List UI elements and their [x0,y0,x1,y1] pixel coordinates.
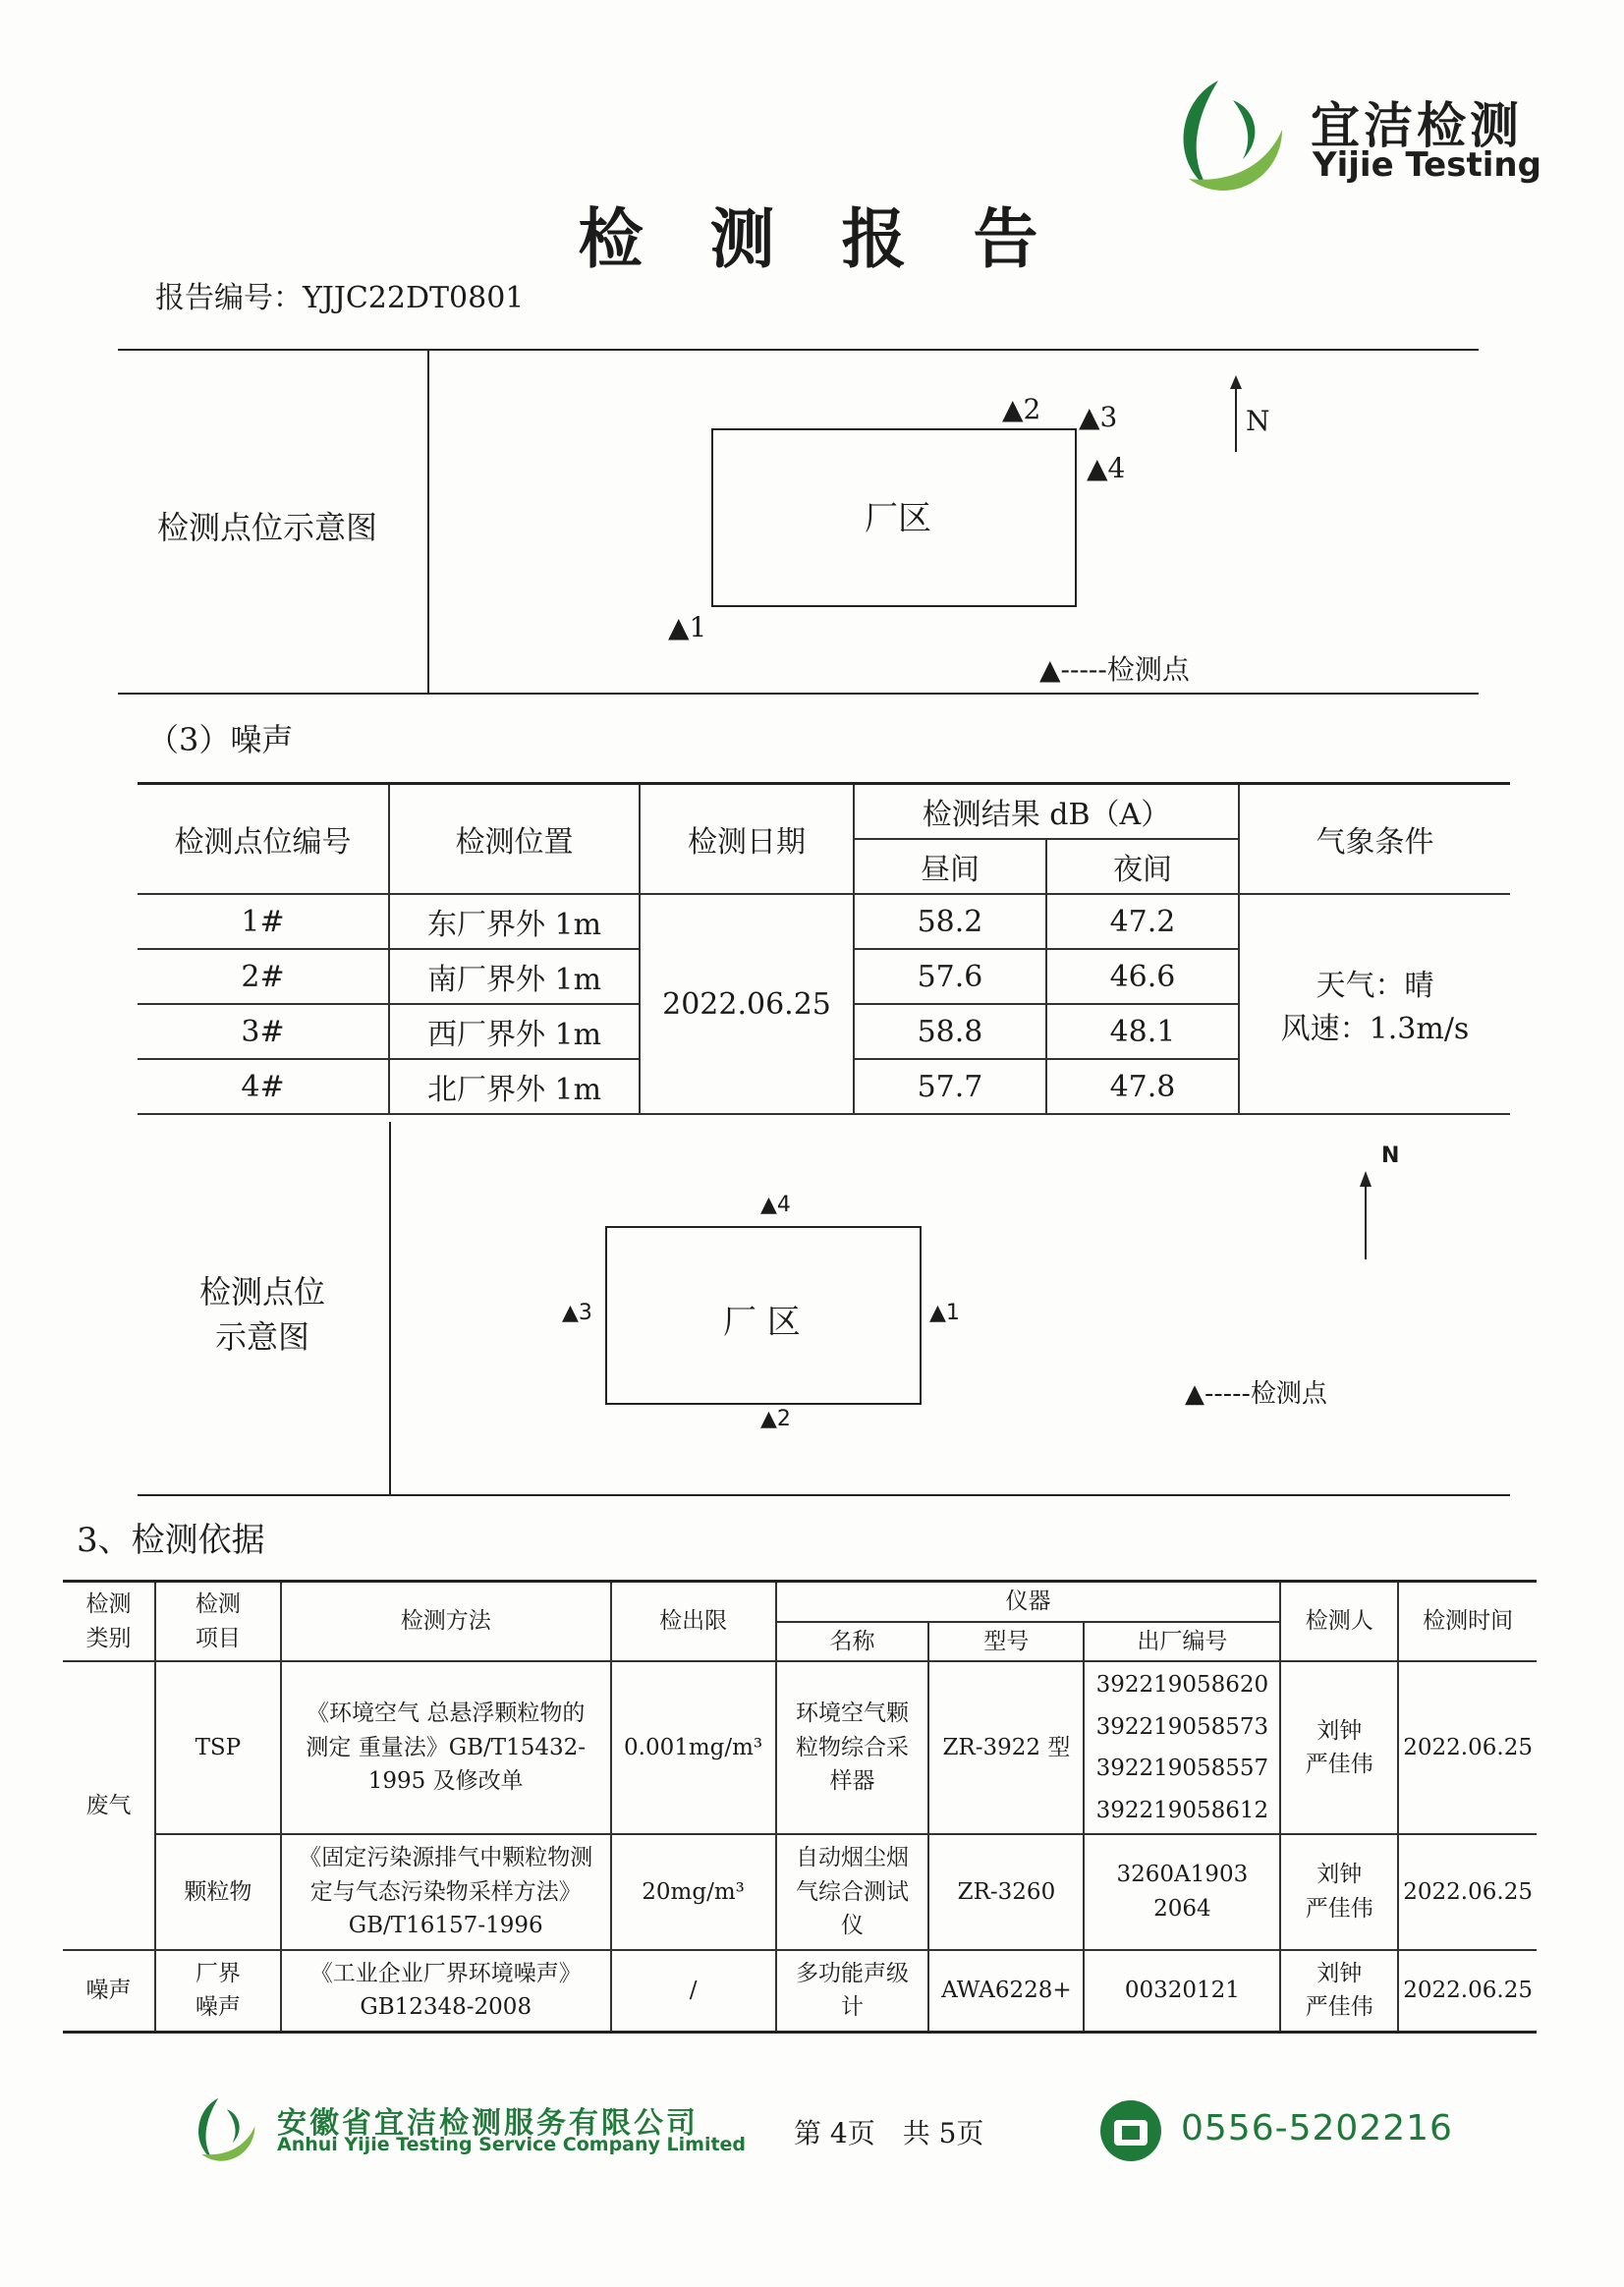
logo-text-cn: 宜洁检测 [1311,97,1523,154]
basis-section-label: 3、检测依据 [77,1521,265,1560]
footer-phone: 0556-5202216 [1181,2108,1453,2148]
phone-icon [1098,2098,1163,2163]
item: TSP [155,1661,281,1834]
header-limit: 检出限 [611,1582,776,1662]
header-weather: 气象条件 [1239,784,1510,895]
tester: 刘钟 严佳伟 [1280,1950,1398,2033]
noise-results-table [138,782,1510,1115]
footer-company-cn: 安徽省宜洁检测服务有限公司 [277,2106,699,2141]
limit: 0.001mg/m³ [611,1661,776,1834]
limit: 20mg/m³ [611,1834,776,1950]
map2-north-arrow-icon [1356,1171,1375,1261]
method: 《环境空气 总悬浮颗粒物的测定 重量法》GB/T15432-1995 及修改单 [281,1661,611,1834]
header-serial: 出厂编号 [1084,1622,1280,1662]
map2-point-4: ▲4 [760,1193,791,1217]
noise-section-label: （3）噪声 [147,721,294,758]
map1-north-arrow-icon [1226,375,1246,454]
method: 《工业企业厂界环境噪声》GB12348-2008 [281,1950,611,2033]
map2-point-2: ▲2 [760,1407,791,1431]
map1-plant-label: 厂区 [865,499,931,538]
location: 北厂界外 1m [389,1059,640,1114]
serials [1084,1661,1280,1834]
point-no: 1# [138,894,389,949]
serial: 3260A19032064 [1084,1834,1280,1950]
map1-point-1: ▲1 [668,611,707,643]
map1-north-label: N [1246,405,1270,437]
map2-bottom-border [138,1494,1510,1496]
table-row [63,1834,1537,1950]
map2-plant-label: 厂 区 [723,1303,801,1342]
instrument-name: 自动烟尘烟气综合测试仪 [776,1834,929,1950]
location: 南厂界外 1m [389,949,640,1004]
weather-cell [1239,894,1510,1114]
map2-label [198,1267,326,1358]
test-date: 2022.06.25 [640,894,854,1114]
instrument-name: 环境空气颗粒物综合采样器 [776,1661,929,1834]
header-date: 检测日期 [640,784,854,895]
method: 《固定污染源排气中颗粒物测定与气态污染物采样方法》GB/T16157-1996 [281,1834,611,1950]
weather-line: 天气：晴 [1316,969,1434,1003]
footer-company-en: Anhui Yijie Testing Service Company Limited [277,2134,747,2155]
map1-point-2: ▲2 [1002,393,1041,425]
table-row [63,1661,1537,1834]
serial: 392219058557 [1095,1756,1269,1782]
map1-divider [427,349,429,693]
point-no: 4# [138,1059,389,1114]
serial: 392219058612 [1095,1797,1269,1823]
day-value: 57.6 [854,949,1046,1004]
map1-legend: ▲-----检测点 [1039,653,1190,686]
day-value: 58.8 [854,1004,1046,1059]
category: 废气 [63,1661,155,1950]
day-value: 58.2 [854,894,1046,949]
model: ZR-3922 型 [928,1661,1084,1834]
limit: / [611,1950,776,2033]
model: AWA6228+ [928,1950,1084,2033]
time: 2022.06.25 [1398,1950,1537,2033]
header-result: 检测结果 dB（A） [854,784,1239,840]
map2-north-label: N [1381,1144,1400,1168]
map1-point-3: ▲3 [1079,401,1118,433]
header-item: 检测 项目 [155,1582,281,1662]
wind-line: 风速：1.3m/s [1280,1012,1470,1046]
time: 2022.06.25 [1398,1834,1537,1950]
table-row [138,894,1510,949]
category: 噪声 [63,1950,155,2033]
header-instrument: 仪器 [776,1582,1281,1622]
serial: 392219058573 [1095,1713,1269,1740]
night-value: 47.2 [1046,894,1239,949]
document-title: 检测报告 [578,200,1105,277]
map2-label-line2: 示意图 [214,1318,309,1356]
report-number: 报告编号：YJJC22DT0801 [155,281,525,315]
item: 颗粒物 [155,1834,281,1950]
map2-divider [389,1122,391,1495]
point-no: 2# [138,949,389,1004]
header-location: 检测位置 [389,784,640,895]
night-value: 46.6 [1046,949,1239,1004]
night-value: 47.8 [1046,1059,1239,1114]
header-night: 夜间 [1046,839,1239,894]
header-method: 检测方法 [281,1582,611,1662]
logo-text-en: Yijie Testing [1313,145,1541,185]
table-row [63,1950,1537,2033]
map2-label-line1: 检测点位 [198,1273,325,1311]
basis-table [63,1580,1537,2034]
instrument-name: 多功能声级计 [776,1950,929,2033]
footer-logo-icon [185,2092,263,2171]
header-category: 检测 类别 [63,1582,155,1662]
day-value: 57.7 [854,1059,1046,1114]
time: 2022.06.25 [1398,1661,1537,1834]
header-time: 检测时间 [1398,1582,1537,1662]
location: 西厂界外 1m [389,1004,640,1059]
model: ZR-3260 [928,1834,1084,1950]
map2-point-3: ▲3 [562,1301,592,1325]
serial: 392219058620 [1095,1672,1269,1698]
header-point-no: 检测点位编号 [138,784,389,895]
map2-legend: ▲-----检测点 [1185,1379,1327,1409]
tester: 刘钟 严佳伟 [1280,1834,1398,1950]
map1-top-border [118,349,1479,351]
map1-bottom-border [118,693,1479,695]
map1-point-4: ▲4 [1087,452,1126,484]
night-value: 48.1 [1046,1004,1239,1059]
location: 东厂界外 1m [389,894,640,949]
page-number: 第 4页 共 5页 [794,2117,984,2149]
map1-label: 检测点位示意图 [157,509,378,546]
map2-point-1: ▲1 [929,1301,960,1325]
serial: 00320121 [1084,1950,1280,2033]
item: 厂界 噪声 [155,1950,281,2033]
header-name: 名称 [776,1622,929,1662]
tester: 刘钟 严佳伟 [1280,1661,1398,1834]
point-no: 3# [138,1004,389,1059]
header-model: 型号 [928,1622,1084,1662]
header-tester: 检测人 [1280,1582,1398,1662]
header-day: 昼间 [854,839,1046,894]
